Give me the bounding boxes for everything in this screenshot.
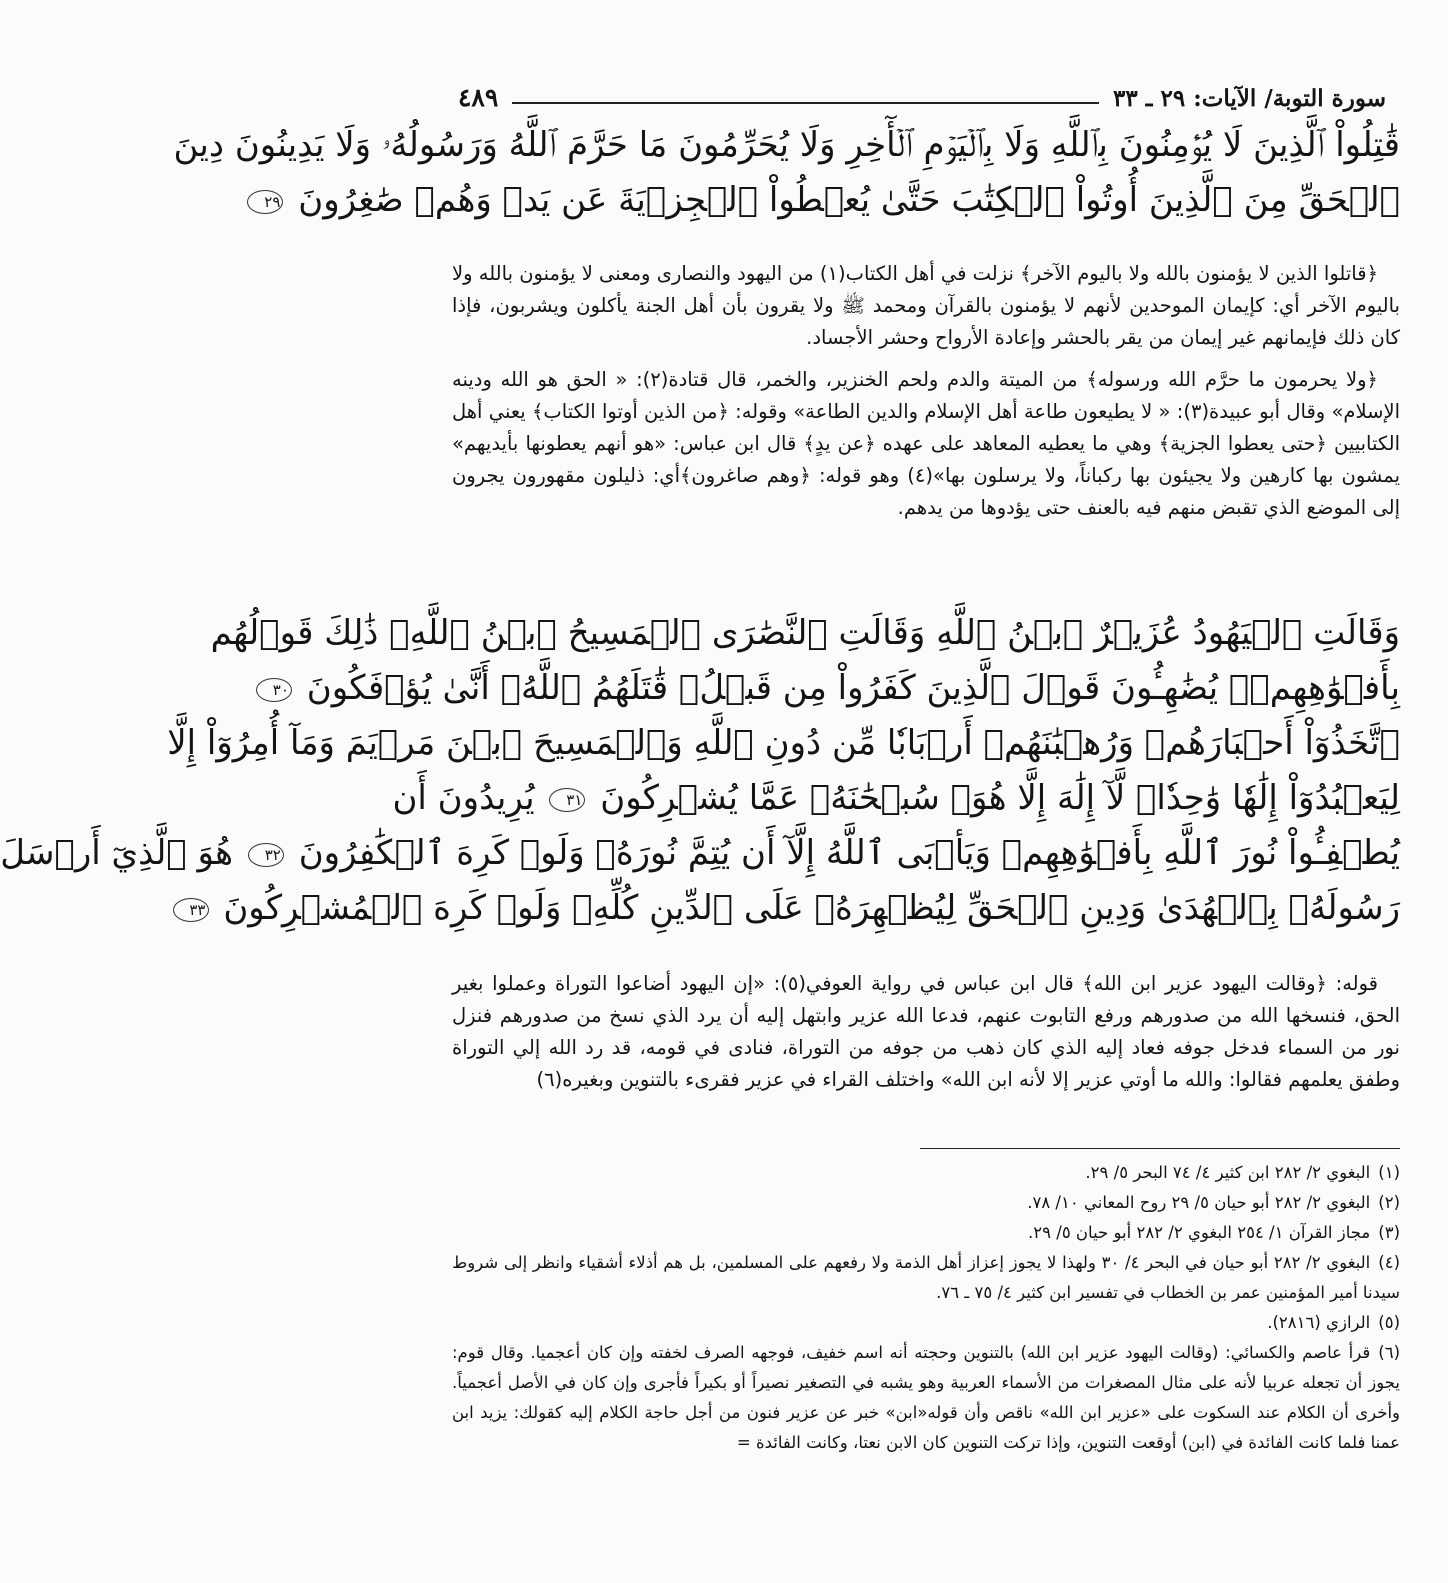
verse-line (392, 771, 1400, 826)
verse-number-marker: ٣٠ (256, 678, 292, 702)
commentary-section-1 (452, 258, 1400, 534)
surah-title: سورة التوبة/ الآيات: ٢٩ ـ ٣٣ (1113, 85, 1386, 112)
verse-line (272, 661, 1400, 716)
verse-text: بِأَفۡوَٰهِهِمۡۖ يُضَٰهِـُٔونَ قَوۡلَ ٱلَّذِينَ كَفَرُواْ مِن قَبۡلُۚ قَٰتَلَهُمُ ٱللَّهُۖ أَنَّىٰ يُؤۡفَكُونَ (306, 668, 1400, 708)
running-header (458, 72, 1386, 112)
footnote-6: (٦)قرأ عاصم والكسائي: (وقالت اليهود عزير ابن الله) بالتنوين وحجته أنه اسم خفيف، فوجهه الصرف لخفته وإن كان أعجميا. وقال قوم: يجوز أن تجعله عربيا لأنه على مثال المصغرات من الأسماء العربية وهو يشبه في التصغير نصيراً أو بكيراً فأجرى وإن كان في الأصل أعجمياً. وأخرى أن الكلام عند السكوت على «عزير ابن الله» ناقص وأن قوله«ابن» خبر عن عزير فنون من أجل حاجة الكلام إليه كقولك: يزيد ابن عمنا فلما كانت الفائدة في (ابن) أوقعت التنوين، وإذا تركت التنوين كان الابن نعتا، وكانت الفائدة = (452, 1343, 1400, 1452)
quran-verse-29 (173, 118, 1400, 228)
verse-text: يُرِيدُونَ أَن (392, 778, 535, 818)
footnote-1: (١)البغوي ٢/ ٢٨٢ ابن كثير ٤/ ٧٤ البحر ٥/ ٢٩. (1085, 1163, 1400, 1182)
commentary-paragraph: ﴿قاتلوا الذين لا يؤمنون بالله ولا باليوم الآخر﴾ نزلت في أهل الكتاب(١) من اليهود والنصارى ومعنى لا يؤمنون بالله ولا باليوم الآخر أي: كإيمان الموحدين لأنهم لا يؤمنون بالقرآن ومحمد ﷺ ولا يقرون بأن أهل الجنة يأكلون ويشربون، فإذا كان ذلك فإيمانهم غير إيمان من يقر بالحشر وإعادة الأرواح وحشر الأجساد. (452, 262, 1400, 349)
footnote-separator (920, 1148, 1400, 1149)
footnote-2: (٢)البغوي ٢/ ٢٨٢ أبو حيان ٥/ ٢٩ روح المعاني ١٠/ ٧٨. (1027, 1193, 1400, 1212)
footnote-3: (٣)مجاز القرآن ١/ ٢٥٤ البغوي ٢/ ٢٨٢ أبو حيان ٥/ ٢٩. (1028, 1223, 1400, 1242)
verse-text: لِيَعۡبُدُوٓاْ إِلَٰهٗا وَٰحِدٗاۖ لَّآ إِلَٰهَ إِلَّا هُوَۚ سُبۡحَٰنَهُۥ عَمَّا يُشۡرِكُونَ (600, 778, 1400, 818)
verse-line: قَٰتِلُواْ ٱلَّذِينَ لَا يُؤۡمِنُونَ بِٱللَّهِ وَلَا بِٱلۡيَوۡمِ ٱلۡأٓخِرِ وَلَا يُحَرِّمُونَ مَا حَرَّمَ ٱللَّهُ وَرَسُولُهُۥ وَلَا يَدِينُونَ دِينَ (173, 125, 1400, 165)
verse-line (0, 826, 1400, 881)
verse-number-marker: ٢٩ (247, 190, 283, 214)
footnote-5: (٥)الرازي (٢٨١٦). (1267, 1313, 1400, 1332)
verse-text: يُطۡفِـُٔواْ نُورَ ٱللَّهِ بِأَفۡوَٰهِهِمۡ وَيَأۡبَى ٱللَّهُ إِلَّآ أَن يُتِمَّ نُورَهُۥ وَلَوۡ كَرِهَ ٱلۡكَٰفِرُونَ (298, 833, 1400, 873)
verse-text: رَسُولَهُۥ بِٱلۡهُدَىٰ وَدِينِ ٱلۡحَقِّ لِيُظۡهِرَهُۥ عَلَى ٱلدِّينِ كُلِّهِۦ وَلَوۡ كَرِهَ ٱلۡمُشۡرِكُونَ (223, 888, 1400, 928)
footnote-4: (٤)البغوي ٢/ ٢٨٢ أبو حيان في البحر ٤/ ٣٠ ولهذا لا يجوز إعزاز أهل الذمة ولا رفعهم على المسلمين، بل هم أذلاء أشقياء وانظر إلى شروط سيدنا أمير المؤمنين عمر بن الخطاب في تفسير ابن كثير ٤/ ٧٥ ـ ٧٦. (452, 1253, 1401, 1302)
verse-number-marker: ٣١ (549, 788, 585, 812)
header-rule (512, 102, 1099, 104)
footnotes (452, 1158, 1400, 1458)
verse-number-marker: ٣٣ (173, 898, 209, 922)
verse-line: ٱتَّخَذُوٓاْ أَحۡبَارَهُمۡ وَرُهۡبَٰنَهُمۡ أَرۡبَابٗا مِّن دُونِ ٱللَّهِ وَٱلۡمَسِيحَ ٱبۡنَ مَرۡيَمَ وَمَآ أُمِرُوٓاْ إِلَّا (167, 723, 1400, 763)
verse-line (264, 173, 1400, 228)
verse-line: وَقَالَتِ ٱلۡيَهُودُ عُزَيۡرٌ ٱبۡنُ ٱللَّهِ وَقَالَتِ ٱلنَّصَٰرَى ٱلۡمَسِيحُ ٱبۡنُ ٱللَّهِۖ ذَٰلِكَ قَوۡلُهُم (210, 613, 1400, 653)
commentary-paragraph: ﴿ولا يحرمون ما حرَّم الله ورسوله﴾ من الميتة والدم ولحم الخنزير، والخمر، قال قتادة(٢): « الحق هو الله ودينه الإسلام» وقال أبو عبيدة(٣): « لا يطيعون طاعة أهل الإسلام والدين الطاعة» وقوله: ﴿من الذين أوتوا الكتاب﴾ يعني أهل الكتابيين ﴿حتى يعطوا الجزية﴾ وهي ما يعطيه المعاهد على عهده ﴿عن يدٍ﴾ قال ابن عباس: «هو أنهم يعطونها بأيديهم» يمشون بها كارهين ولا يجيئون بها ركباناً، ولا يرسلون بها»(٤) وهو قوله: ﴿وهم صاغرون﴾أي: ذليلون مقهورون يجرون إلى الموضع الذي تقبض منهم فيه بالعنف حتى يؤدوها من يدهم. (452, 368, 1401, 519)
verse-number-marker: ٣٢ (248, 843, 284, 867)
commentary-paragraph: قوله: ﴿وقالت اليهود عزير ابن الله﴾ قال ابن عباس في رواية العوفي(٥): «إن اليهود أضاعوا التوراة وعملوا بغير الحق، فنسخها الله من صدورهم ورفع التابوت عنهم، فدعا الله عزير وابتهل إليه أن يرد الذي نسخ من صدورهم فنزل نور من السماء فدخل جوفه فعاد إليه الذي كان ذهب من جوفه من التوراة، فنادى في قومه، قد رد الله إلي التوراة وطفق يعلمهم فقالوا: والله ما أوتي عزير إلا لأنه ابن الله» واختلف القراء في عزير فقرىء بالتنوين وبغيره(٦) (452, 972, 1400, 1091)
quran-verses-30-33 (0, 606, 1400, 936)
commentary-section-2 (452, 968, 1400, 1106)
verse-text: ٱلۡحَقِّ مِنَ ٱلَّذِينَ أُوتُواْ ٱلۡكِتَٰبَ حَتَّىٰ يُعۡطُواْ ٱلۡجِزۡيَةَ عَن يَدٖ وَهُمۡ صَٰغِرُونَ (298, 180, 1400, 220)
verse-line (189, 881, 1400, 936)
verse-text: هُوَ ٱلَّذِيٓ أَرۡسَلَ (0, 833, 234, 873)
page-number: ٤٨٩ (458, 83, 499, 112)
